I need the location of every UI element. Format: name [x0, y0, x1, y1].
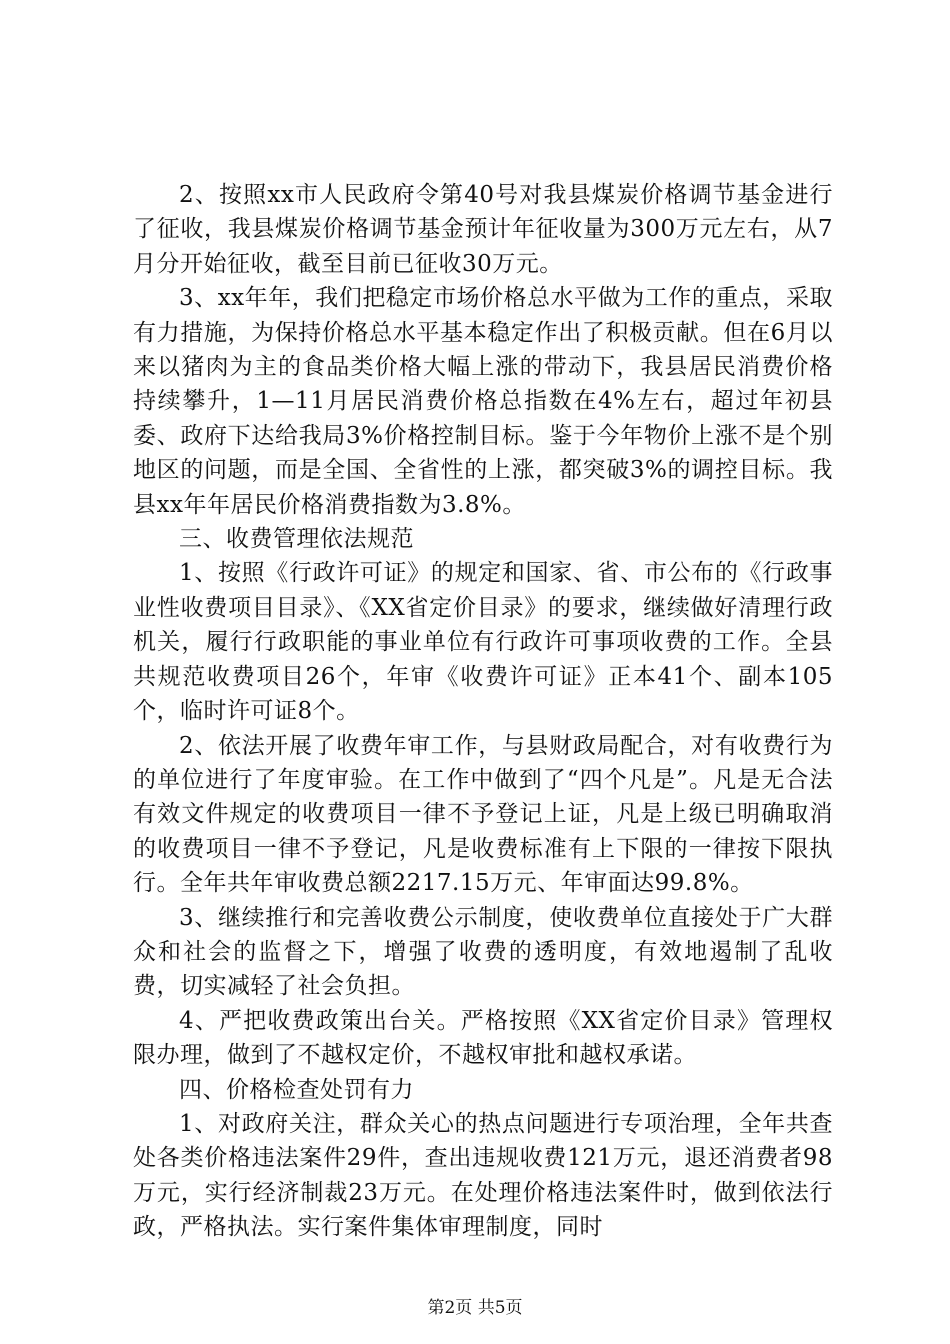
- paragraph-price-level: 3、xx年年，我们把稳定市场价格总水平做为工作的重点，采取有力措施，为保持价格总水平基本稳定作出了积极贡献。但在6月以来以猪肉为主的食品类价格大幅上涨的带动下，我县居民消费价格持续攀升，1—11月居民消费价格总指数在4%左右，超过年初县委、政府下达给我局3%价格控制目标。鉴于今年物价上涨不是个别地区的问题，而是全国、全省性的上涨，都突破3%的调控目标。我县xx年年居民价格消费指数为3.8%。: [133, 285, 833, 518]
- document-body: [133, 178, 833, 1245]
- paragraph-special-governance: 1、对政府关注，群众关心的热点问题进行专项治理，全年共查处各类价格违法案件29件，查出违规收费121万元，退还消费者98万元，实行经济制裁23万元。在处理价格违法案件时，做到依法行政，严格执法。实行案件集体审理制度，同时: [133, 1110, 833, 1241]
- paragraph-fee-policy: 4、严把收费政策出台关。严格按照《XX省定价目录》管理权限办理，做到了不越权定价，不越权审批和越权承诺。: [133, 1007, 833, 1069]
- paragraph-annual-review: 2、依法开展了收费年审工作，与县财政局配合，对有收费行为的单位进行了年度审验。在工作中做到了“四个凡是”。凡是无合法有效文件规定的收费项目一律不予登记上证，凡是上级已明确取消的收费项目一律不予登记，凡是收费标准有上下限的一律按下限执行。全年共年审收费总额2217.15万元、年审面达99.8%。: [133, 732, 833, 897]
- page-footer: 第2页 共5页: [427, 1298, 523, 1318]
- paragraph-fee-disclosure: 3、继续推行和完善收费公示制度，使收费单位直接处于广大群众和社会的监督之下，增强了收费的透明度，有效地遏制了乱收费，切实减轻了社会负担。: [133, 904, 833, 1000]
- paragraph-coal-fund: 2、按照xx市人民政府令第40号对我县煤炭价格调节基金进行了征收，我县煤炭价格调节基金预计年征收量为300万元左右，从7月分开始征收，截至目前已征收30万元。: [133, 182, 833, 277]
- section-heading-fee-management: 三、收费管理依法规范: [179, 526, 414, 553]
- section-heading-price-inspection: 四、价格检查处罚有力: [179, 1076, 414, 1103]
- paragraph-fee-license: 1、按照《行政许可证》的规定和国家、省、市公布的《行政事业性收费项目目录》、《XX省定价目录》的要求，继续做好清理行政机关，履行行政职能的事业单位有行政许可事项收费的工作。全县共规范收费项目26个，年审《收费许可证》正本41个、副本105个，临时许可证8个。: [133, 560, 833, 725]
